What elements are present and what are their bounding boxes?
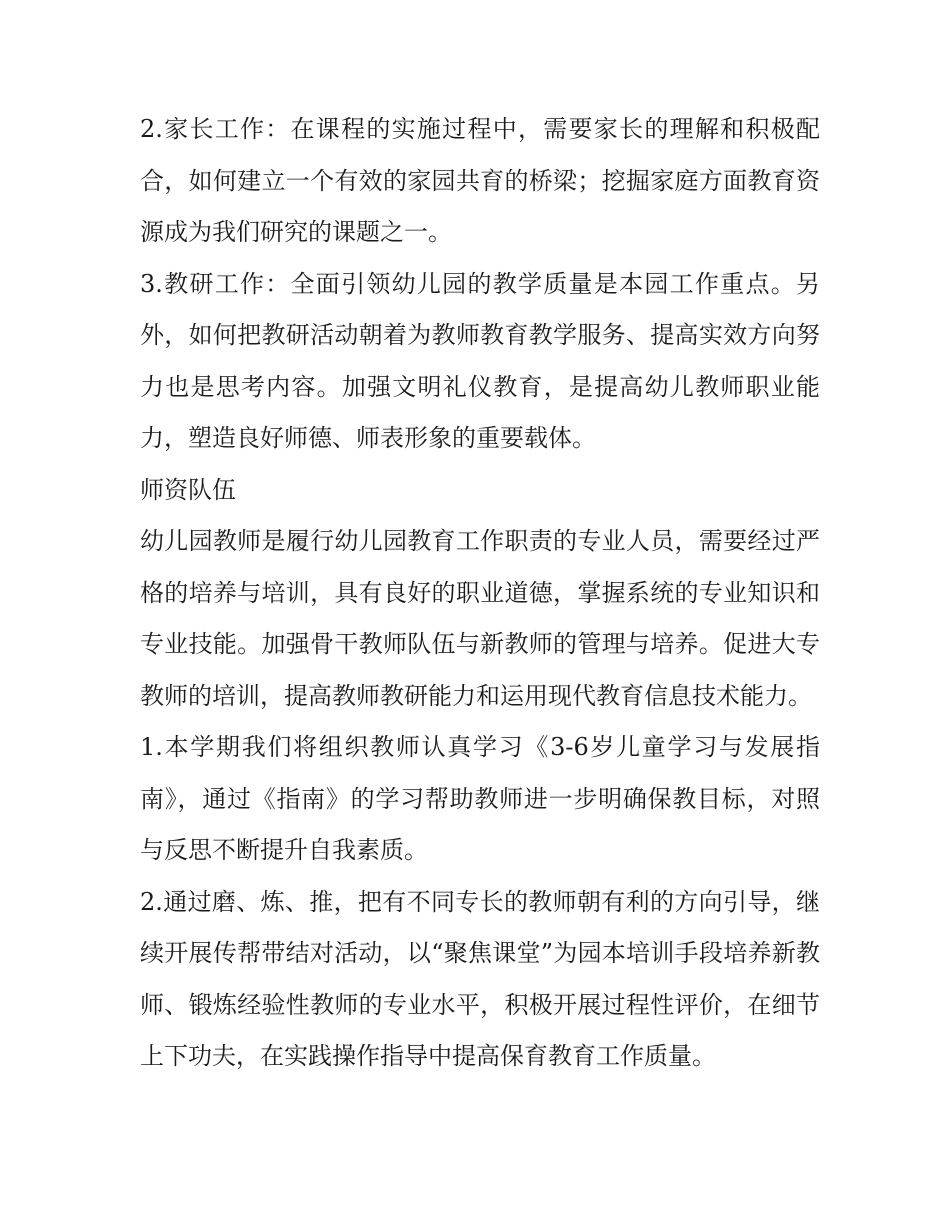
paragraph-guide-study: 1.本学期我们将组织教师认真学习《3-6岁儿童学习与发展指南》，通过《指南》的学习帮助教师进一步明确保教目标，对照与反思不断提升自我素质。: [140, 733, 820, 864]
paragraph-teacher-duties: 幼儿园教师是履行幼儿园教育工作职责的专业人员，需要经过严格的培养与培训，具有良好的职业道德，掌握系统的专业知识和专业技能。加强骨干教师队伍与新教师的管理与培养。促进大专教师的培训，提高教师教研能力和运用现代教育信息技术能力。: [140, 527, 820, 710]
paragraph-parent-work: 2.家长工作：在课程的实施过程中，需要家长的理解和积极配合，如何建立一个有效的家园共育的桥梁；挖掘家庭方面教育资源成为我们研究的课题之一。: [140, 115, 820, 246]
document-body: [140, 104, 820, 1083]
paragraph-mentoring: 2.通过磨、炼、推，把有不同专长的教师朝有利的方向引导，继续开展传帮带结对活动，以“聚焦课堂”为园本培训手段培养新教师、锻炼经验性教师的专业水平，积极开展过程性评价，在细节上下功夫，在实践操作指导中提高保育教育工作质量。: [140, 887, 820, 1070]
paragraph-teaching-research: 3.教研工作：全面引领幼儿园的教学质量是本园工作重点。另外，如何把教研活动朝着为教师教育教学服务、提高实效方向努力也是思考内容。加强文明礼仪教育，是提高幼儿教师职业能力，塑造良好师德、师表形象的重要载体。: [140, 269, 820, 452]
section-heading-teaching-staff: 师资队伍: [140, 475, 236, 504]
